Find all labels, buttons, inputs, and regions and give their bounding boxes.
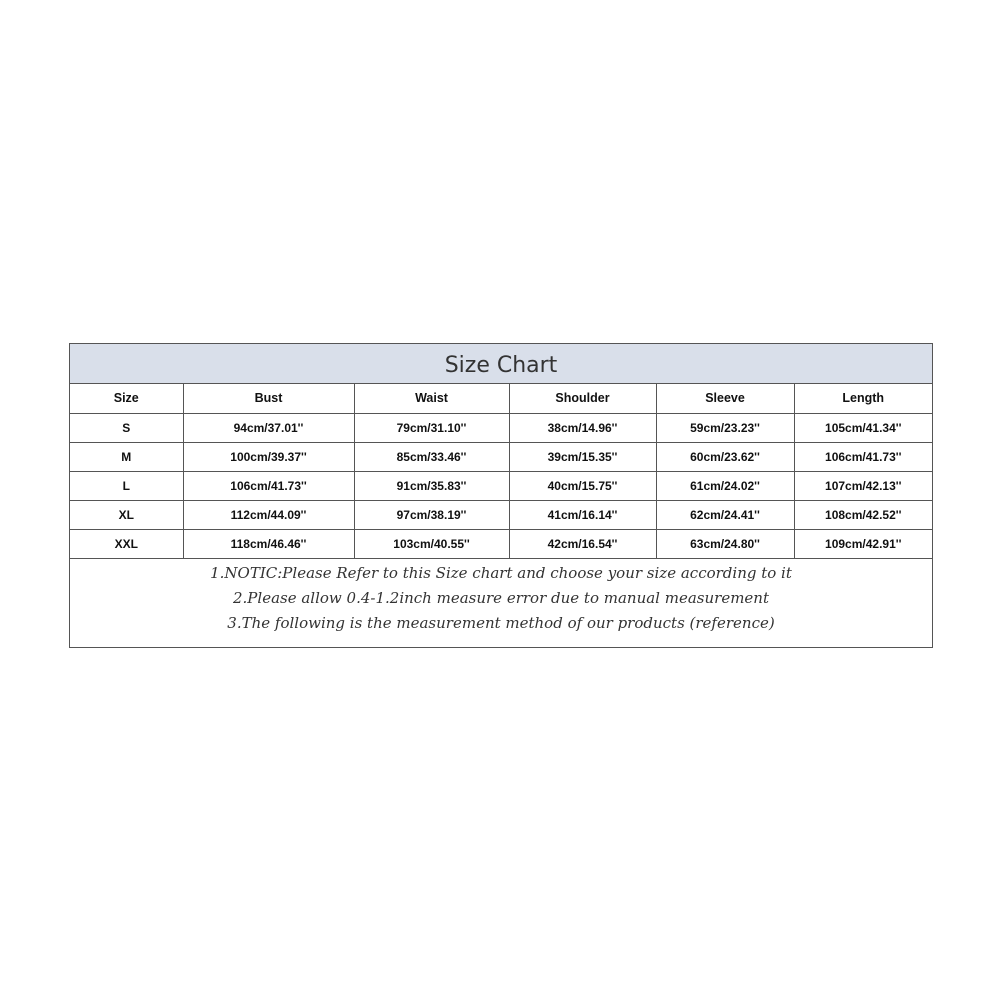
note-1: 1.NOTIC:Please Refer to this Size chart and choose your size according to it [210, 563, 792, 582]
cell-bust: 100cm/39.37'' [183, 442, 354, 471]
cell-bust: 94cm/37.01'' [183, 413, 354, 442]
cell-length: 107cm/42.13'' [794, 471, 932, 500]
cell-shoulder: 39cm/15.35'' [509, 442, 656, 471]
column-header-bust: Bust [183, 384, 354, 413]
table-row [70, 413, 932, 442]
cell-sleeve: 63cm/24.80'' [656, 529, 794, 558]
note-3: 3.The following is the measurement method of our products (reference) [227, 613, 775, 632]
cell-bust: 118cm/46.46'' [183, 529, 354, 558]
cell-sleeve: 62cm/24.41'' [656, 500, 794, 529]
cell-waist: 103cm/40.55'' [354, 529, 509, 558]
cell-bust: 106cm/41.73'' [183, 471, 354, 500]
size-chart [69, 343, 933, 648]
cell-waist: 79cm/31.10'' [354, 413, 509, 442]
column-header-waist: Waist [354, 384, 509, 413]
cell-waist: 91cm/35.83'' [354, 471, 509, 500]
table-row [70, 471, 932, 500]
notes-section [70, 559, 932, 636]
cell-sleeve: 60cm/23.62'' [656, 442, 794, 471]
cell-waist: 85cm/33.46'' [354, 442, 509, 471]
cell-length: 105cm/41.34'' [794, 413, 932, 442]
table-row [70, 500, 932, 529]
column-header-sleeve: Sleeve [656, 384, 794, 413]
cell-sleeve: 61cm/24.02'' [656, 471, 794, 500]
cell-size: XL [70, 500, 183, 529]
note-2: 2.Please allow 0.4-1.2inch measure error due to manual measurement [233, 588, 769, 607]
cell-size: XXL [70, 529, 183, 558]
column-header-shoulder: Shoulder [509, 384, 656, 413]
cell-length: 109cm/42.91'' [794, 529, 932, 558]
cell-shoulder: 40cm/15.75'' [509, 471, 656, 500]
table-row [70, 442, 932, 471]
cell-size: S [70, 413, 183, 442]
size-chart-title: Size Chart [70, 344, 932, 384]
cell-size: L [70, 471, 183, 500]
column-header-length: Length [794, 384, 932, 413]
cell-shoulder: 38cm/14.96'' [509, 413, 656, 442]
size-table [70, 384, 932, 559]
cell-length: 108cm/42.52'' [794, 500, 932, 529]
cell-bust: 112cm/44.09'' [183, 500, 354, 529]
cell-waist: 97cm/38.19'' [354, 500, 509, 529]
table-header-row [70, 384, 932, 413]
cell-shoulder: 41cm/16.14'' [509, 500, 656, 529]
cell-size: M [70, 442, 183, 471]
table-row [70, 529, 932, 558]
cell-sleeve: 59cm/23.23'' [656, 413, 794, 442]
cell-length: 106cm/41.73'' [794, 442, 932, 471]
cell-shoulder: 42cm/16.54'' [509, 529, 656, 558]
column-header-size: Size [70, 384, 183, 413]
